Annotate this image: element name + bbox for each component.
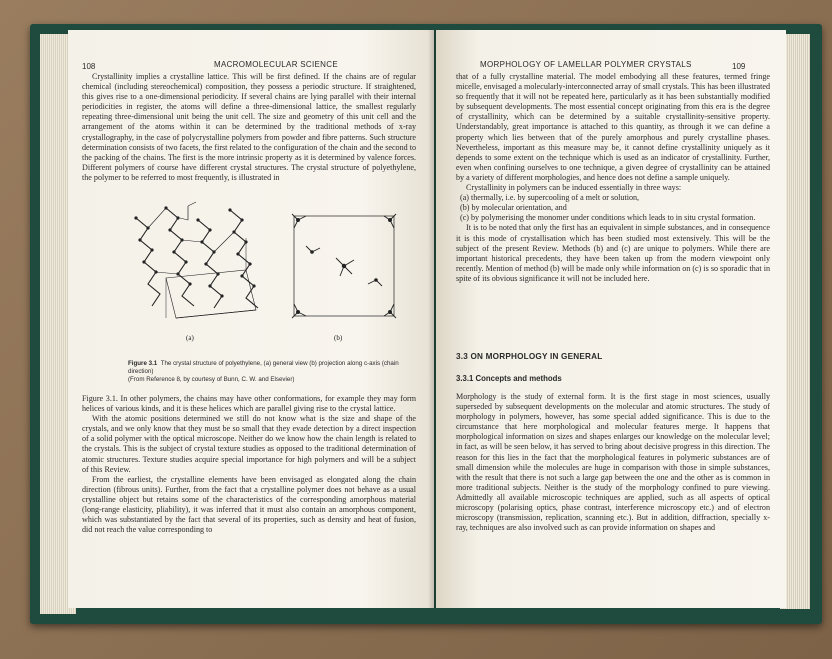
paragraph: With the atomic positions determined we still do not know what is the size and shape of the crystals, and we only know that they must be so small that they evade detection by a direct inspection of a solid polymer with the optical microscope. Neither do we know how the chain length is related to the crystals. This is the subject of crystal texture studies as opposed to the traditional determination of atomic structures. Texture studies acquire special importance for high polymers and will be a subject of this Review.	[82, 414, 416, 474]
figure-caption-text: The crystal structure of polyethylene, (a) general view (b) projection along c-axis (chain direction)	[128, 360, 399, 375]
left-text-top	[82, 72, 416, 183]
subsection-heading: 3.3.1 Concepts and methods	[456, 374, 562, 383]
figure-3-1	[126, 198, 398, 348]
paragraph: It is to be noted that only the first has an equivalent in simple substances, and in consequence it is this mode of crystallisation which has been studied most extensively. This will be the subject of the present Review. Methods (b) and (c) are unique to polymers. While there are important historical precedents, they have been taken up from the modern viewpoint only recently. Mention of method (b) will be made only while information on (c) is so sporadic that in spite of its obvious significance it will not be included here.	[456, 223, 770, 283]
list-item: (c) by polymerising the monomer under conditions which leads to in situ crystal formation.	[460, 213, 756, 223]
figure-label-a: (a)	[186, 334, 194, 342]
right-running-head: MORPHOLOGY OF LAMELLAR POLYMER CRYSTALS	[480, 60, 692, 69]
methods-list	[456, 193, 770, 223]
figure-label-b: (b)	[334, 334, 343, 342]
figure-panel-a-atoms	[134, 206, 255, 297]
paragraph: Morphology is the study of external form. It is the first stage in most sciences, usually superseded by subsequent developments on the molecular and atomic structures. The study of morphology in polymers, however, has some special added significance. This is due to the circumstance that here morphological and molecular features merge. It happens that morphological information on sizes and shapes enlarges our knowledge on the molecular level; in fact, as will be seen below, it has served to bring about decisive progress in this direction. The reason for this lies in the fact that the morphological features in polymeric substances are of small dimension while the molecules are huge in comparison with those in simple substances, with the result that there is not such a large gap between the one and the other as is common in more traditional subjects. Neither is the study of the morphology confined to pure viewing. Admittedly all available microscopic techniques are applied, such as all aspects of optical microscopy (polarising optics, phase contrast, interference microscopy etc.) and of electron microscopy (transmission, replication, scanning etc.). But in addition, diffraction, specially x-ray, techniques are also involved such as can provide information on shapes and	[456, 392, 770, 533]
figure-caption	[128, 360, 418, 384]
paragraph: Crystallinity in polymers can be induced essentially in three ways:	[466, 183, 682, 193]
figure-caption-label: Figure 3.1	[128, 360, 158, 367]
figure-panel-b-atoms	[296, 218, 392, 314]
section-heading: 3.3 ON MORPHOLOGY IN GENERAL	[456, 352, 603, 361]
paragraph: Crystallinity implies a crystalline lattice. This will be first defined. If the chains are of regular chemical (including stereochemical) composition, they possess a periodic structure. If straightened, this gives rise to a one-dimensional periodicity. If several chains are lying parallel with their internal periodicities in register, the atoms will define a three-dimensional lattice, the smallest regularly repeating three-dimensional unit being the unit cell. The size and geometry of this unit cell and the arrangement of the atoms within it can be determined by the traditional methods of x-ray crystallography, in the case of polycrystalline polymers from powder and fibre patterns. Such structure determination consists of two facets, the first related to the configuration of the chain and the second to the packing of the chains. The first is the more intrinsic property as it is determined by valence forces. Different polymers of course have different crystal structures. The crystal structure of polyethylene, the polymer to be referred to most frequently, is illustrated in	[82, 72, 416, 182]
figure-source: (From Reference 8, by courtesy of Bunn, C. W. and Elsevier)	[128, 376, 295, 383]
right-text-bottom	[456, 392, 770, 533]
left-text-bottom	[82, 394, 416, 535]
right-page	[436, 30, 786, 608]
list-item: (a) thermally, i.e. by supercooling of a melt or solution,	[460, 193, 640, 203]
list-item: (b) by molecular orientation, and	[460, 203, 567, 213]
right-page-number: 109	[732, 62, 746, 71]
paragraph: that of a fully crystalline material. The model embodying all these features, termed fringe micelle, envisaged a molecularly-interconnected array of small crystals. This has been illustrated so frequently that it will not be repeated here, particularly as it has been substantially modified by subsequent developments. The most essential concept originating from this era is the degree of crystallinity, which can be determined by a suitable crystallinity-sensitive property. Understandably, great importance is attached to this quantity, as through it we can define a property which lies between that of the purely amorphous and purely crystalline phases. Nevertheless, important as this measure may be, it cannot define crystallinity uniquely as it depends to some extent on the technique which is used as an indicator of crystallinity. Further, even when confining ourselves to one technique, a given degree of crystallinity can be attained by a variety of different morphologies, and hence does not define a sample uniquely.	[456, 72, 770, 182]
paragraph: Figure 3.1. In other polymers, the chains may have other conformations, for example they may form helices of various kinds, and it is these helices which are parallel giving rise to the crystal lattice.	[82, 394, 416, 414]
right-text-top	[456, 72, 770, 284]
paragraph: From the earliest, the crystalline elements have been envisaged as elongated along the chain direction (fibrous units). Further, from the fact that a crystalline polymer does not behave as a usual crystalline object but retains some of the characteristics of the corresponding amorphous material (long-range elasticity, pliability), it was inferred that it must also contain an amorphous component, which was substantiated by the fact that several of its properties, such as density and heat of fusion, did not reach the value corresponding to	[82, 474, 416, 535]
left-page	[68, 30, 434, 608]
left-running-head: MACROMOLECULAR SCIENCE	[214, 60, 338, 69]
left-page-number: 108	[82, 62, 96, 71]
